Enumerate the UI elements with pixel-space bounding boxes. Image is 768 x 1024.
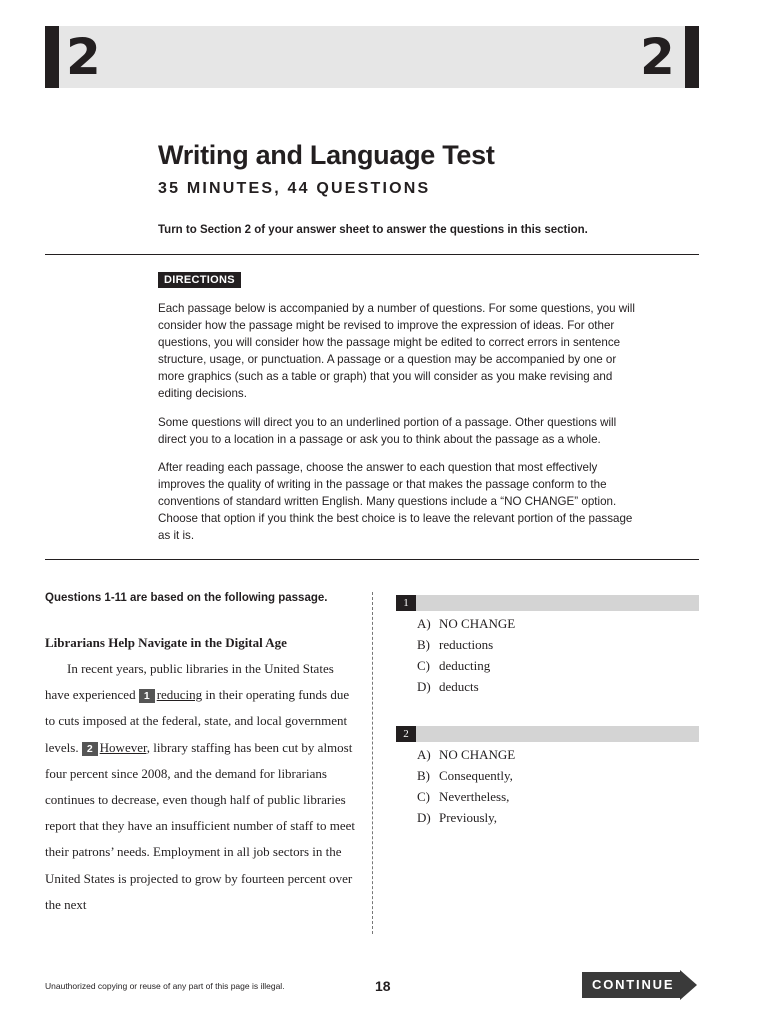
option-letter: D) <box>417 810 431 825</box>
option-text: deducting <box>439 658 491 673</box>
option-letter: B) <box>417 768 430 783</box>
passage-title: Librarians Help Navigate in the Digital Age <box>45 635 287 650</box>
option-text: Nevertheless, <box>439 789 510 804</box>
question-2-number: 2 <box>396 726 416 742</box>
answer-option[interactable] <box>417 634 515 655</box>
question-1-header <box>396 595 699 611</box>
directions-label: DIRECTIONS <box>158 272 241 288</box>
underlined-portion-1: reducing <box>156 687 203 703</box>
option-text: Previously, <box>439 810 498 825</box>
option-letter: D) <box>417 679 431 694</box>
question-1-options <box>417 613 515 697</box>
passage-intro: Questions 1-11 are based on the following passage. <box>45 592 328 604</box>
directions-paragraph-1: Each passage below is accompanied by a number of questions. For some questions, you will consider how the passage might be revised to improve the expression of ideas. For other questions, you will consider how the passage might be edited to correct errors in sentence structure, usage, or punctuation. A passage or a question may be accompanied by one or more graphics (such as a table or graph) that you will consider as you make revising and editing decisions. <box>158 302 635 400</box>
option-text: NO CHANGE <box>439 747 516 762</box>
option-letter: C) <box>417 658 430 673</box>
answer-option[interactable] <box>417 765 515 786</box>
question-2-header <box>396 726 699 742</box>
continue-label: CONTINUE <box>592 977 675 992</box>
option-letter: A) <box>417 747 431 762</box>
question-2-options <box>417 744 515 828</box>
section-number-right: 2 <box>640 28 675 86</box>
answer-option[interactable] <box>417 744 515 765</box>
answer-option[interactable] <box>417 655 515 676</box>
passage-segment-2: in their operating funds due to cuts imposed at the federal, state, and local government levels. <box>45 687 350 755</box>
question-marker-1: 1 <box>139 689 155 703</box>
copyright-notice: Unauthorized copying or reuse of any part of this page is illegal. <box>45 981 285 991</box>
column-divider <box>372 592 373 934</box>
page-subtitle: 35 MINUTES, 44 QUESTIONS <box>158 180 431 197</box>
section-header-right-bar <box>685 26 699 88</box>
directions-paragraph-3: After reading each passage, choose the answer to each question that most effectively improves the quality of writing in the passage or that makes the passage conform to the conventions of standard written English. Many questions include a “NO CHANGE” option. Choose that option if you think the best choice is to leave the relevant portion of the passage as it is. <box>158 461 633 542</box>
option-letter: B) <box>417 637 430 652</box>
underlined-portion-2: However, <box>99 739 151 755</box>
question-marker-2: 2 <box>82 742 98 756</box>
section-number-left: 2 <box>66 28 101 86</box>
option-text: deducts <box>439 679 479 694</box>
option-letter: A) <box>417 616 431 631</box>
passage-text <box>45 656 360 918</box>
answer-option[interactable] <box>417 676 515 697</box>
divider-rule-bottom <box>45 559 699 560</box>
passage-segment-3: library staffing has been cut by almost four percent since 2008, and the demand for librarians continues to decrease, even though half of public libraries report that they have an insufficient number of staff to meet their patrons’ needs. Employment in all job sectors in the United States is projected to grow by fourteen percent over the next <box>45 739 355 912</box>
answer-option[interactable] <box>417 613 515 634</box>
question-1-number: 1 <box>396 595 416 611</box>
divider-rule-top <box>45 254 699 255</box>
continue-indicator <box>582 970 697 1000</box>
option-letter: C) <box>417 789 430 804</box>
instruction-line: Turn to Section 2 of your answer sheet to answer the questions in this section. <box>158 224 588 236</box>
page-title: Writing and Language Test <box>158 140 495 170</box>
page-number: 18 <box>375 978 391 994</box>
section-header-left-bar <box>45 26 59 88</box>
option-text: reductions <box>439 637 494 652</box>
answer-option[interactable] <box>417 786 515 807</box>
option-text: NO CHANGE <box>439 616 516 631</box>
passage-segment-1: In recent years, public libraries in the United States have experienced <box>45 661 334 703</box>
option-text: Consequently, <box>439 768 513 783</box>
directions-paragraph-2: Some questions will direct you to an underlined portion of a passage. Other questions will direct you to a location in a passage or ask you to think about the passage as a whole. <box>158 416 617 446</box>
section-header-band <box>45 26 699 88</box>
answer-option[interactable] <box>417 807 515 828</box>
